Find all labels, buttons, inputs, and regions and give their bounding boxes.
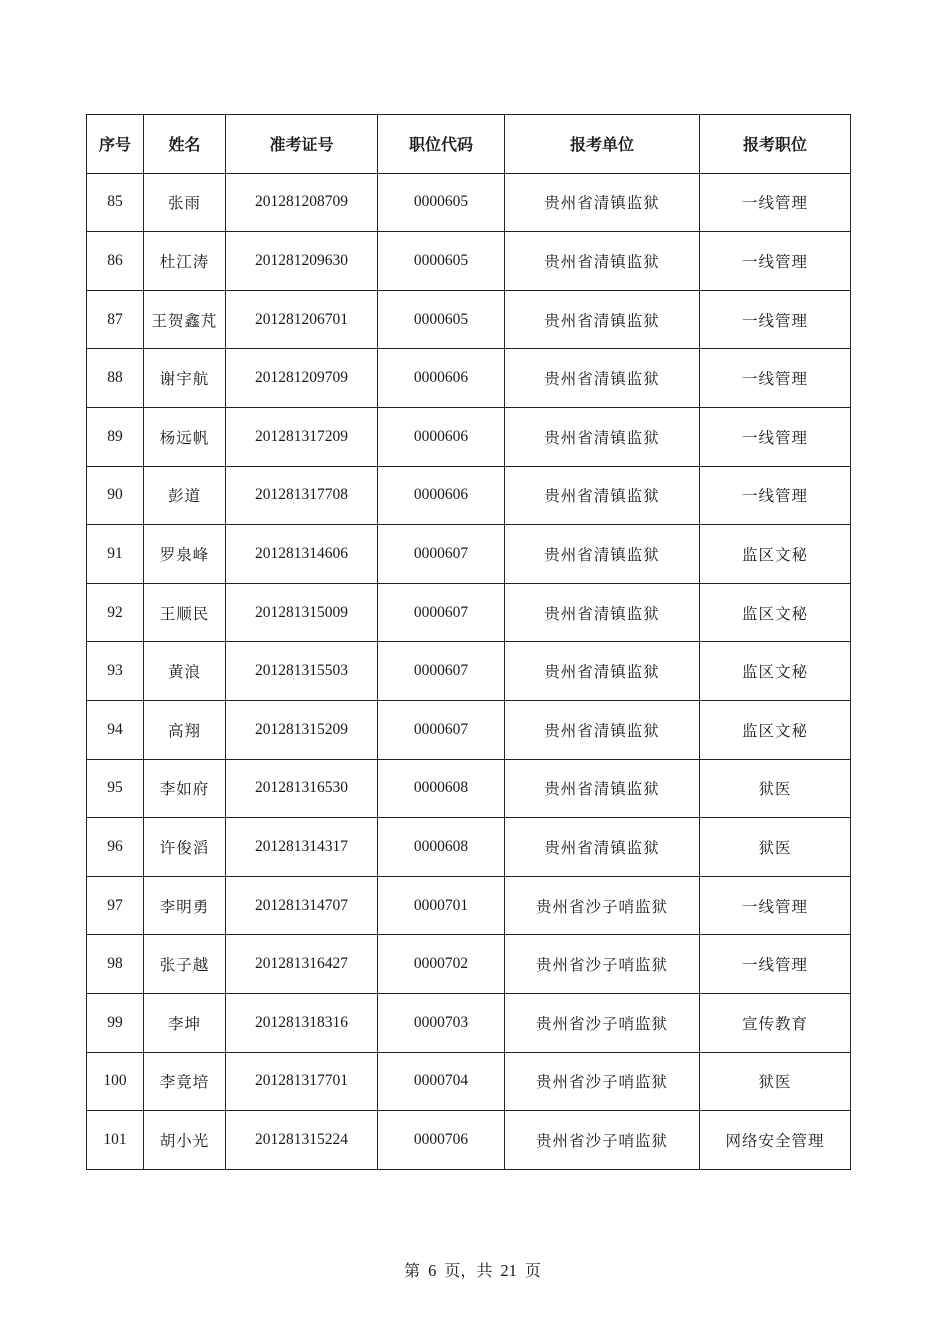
cell-position: 宣传教育 (700, 993, 851, 1052)
cell-position-code: 0000608 (378, 759, 505, 818)
footer-middle: 页，共 (444, 1261, 493, 1280)
cell-name: 谢宇航 (144, 349, 226, 408)
cell-ticket-number: 201281316427 (226, 935, 378, 994)
cell-position-code: 0000702 (378, 935, 505, 994)
cell-name: 李如府 (144, 759, 226, 818)
cell-position-code: 0000605 (378, 173, 505, 232)
cell-position: 一线管理 (700, 349, 851, 408)
table-row (87, 466, 851, 525)
cell-position-code: 0000606 (378, 407, 505, 466)
cell-position: 狱医 (700, 759, 851, 818)
roster-table (86, 114, 851, 1170)
page-footer (0, 1258, 945, 1281)
footer-page-number: 6 (428, 1261, 437, 1280)
cell-employer: 贵州省沙子哨监狱 (505, 993, 700, 1052)
cell-ticket-number: 201281317701 (226, 1052, 378, 1111)
cell-name: 胡小光 (144, 1111, 226, 1170)
table-body (87, 173, 851, 1169)
cell-seq: 101 (87, 1111, 144, 1170)
cell-employer: 贵州省沙子哨监狱 (505, 1111, 700, 1170)
header-position: 报考职位 (700, 115, 851, 174)
cell-employer: 贵州省沙子哨监狱 (505, 935, 700, 994)
cell-name: 杨远帆 (144, 407, 226, 466)
header-seq: 序号 (87, 115, 144, 174)
table-row (87, 642, 851, 701)
cell-name: 李竟培 (144, 1052, 226, 1111)
cell-seq: 93 (87, 642, 144, 701)
cell-ticket-number: 201281318316 (226, 993, 378, 1052)
cell-employer: 贵州省清镇监狱 (505, 759, 700, 818)
cell-position: 一线管理 (700, 173, 851, 232)
cell-employer: 贵州省清镇监狱 (505, 466, 700, 525)
cell-position-code: 0000607 (378, 583, 505, 642)
cell-position-code: 0000701 (378, 876, 505, 935)
cell-name: 张子越 (144, 935, 226, 994)
cell-seq: 95 (87, 759, 144, 818)
header-name: 姓名 (144, 115, 226, 174)
cell-position: 一线管理 (700, 232, 851, 291)
cell-name: 许俊滔 (144, 818, 226, 877)
cell-name: 张雨 (144, 173, 226, 232)
cell-seq: 90 (87, 466, 144, 525)
cell-name: 罗泉峰 (144, 525, 226, 584)
cell-position-code: 0000704 (378, 1052, 505, 1111)
cell-ticket-number: 201281206701 (226, 290, 378, 349)
cell-ticket-number: 201281315209 (226, 700, 378, 759)
cell-name: 王贺鑫芃 (144, 290, 226, 349)
cell-position: 网络安全管理 (700, 1111, 851, 1170)
cell-position-code: 0000607 (378, 642, 505, 701)
table-row (87, 1111, 851, 1170)
cell-position: 监区文秘 (700, 642, 851, 701)
cell-position-code: 0000606 (378, 466, 505, 525)
cell-seq: 98 (87, 935, 144, 994)
table-row (87, 583, 851, 642)
table-row (87, 700, 851, 759)
cell-employer: 贵州省清镇监狱 (505, 290, 700, 349)
cell-seq: 88 (87, 349, 144, 408)
cell-ticket-number: 201281209709 (226, 349, 378, 408)
table-header (87, 115, 851, 174)
table-row (87, 525, 851, 584)
cell-position: 一线管理 (700, 935, 851, 994)
table-row (87, 759, 851, 818)
cell-name: 李坤 (144, 993, 226, 1052)
footer-suffix: 页 (524, 1261, 541, 1280)
cell-position-code: 0000703 (378, 993, 505, 1052)
cell-ticket-number: 201281208709 (226, 173, 378, 232)
table-row (87, 232, 851, 291)
cell-ticket-number: 201281209630 (226, 232, 378, 291)
cell-position-code: 0000607 (378, 525, 505, 584)
cell-position-code: 0000606 (378, 349, 505, 408)
cell-position: 狱医 (700, 818, 851, 877)
table-row (87, 173, 851, 232)
cell-name: 李明勇 (144, 876, 226, 935)
cell-seq: 96 (87, 818, 144, 877)
cell-name: 彭道 (144, 466, 226, 525)
cell-name: 王顺民 (144, 583, 226, 642)
cell-employer: 贵州省清镇监狱 (505, 700, 700, 759)
cell-employer: 贵州省清镇监狱 (505, 818, 700, 877)
cell-employer: 贵州省清镇监狱 (505, 642, 700, 701)
cell-employer: 贵州省清镇监狱 (505, 583, 700, 642)
cell-name: 高翔 (144, 700, 226, 759)
cell-position-code: 0000605 (378, 232, 505, 291)
cell-position: 监区文秘 (700, 700, 851, 759)
cell-ticket-number: 201281315009 (226, 583, 378, 642)
cell-seq: 89 (87, 407, 144, 466)
cell-ticket-number: 201281314317 (226, 818, 378, 877)
table-row (87, 1052, 851, 1111)
cell-position-code: 0000607 (378, 700, 505, 759)
cell-position: 监区文秘 (700, 525, 851, 584)
cell-ticket-number: 201281317708 (226, 466, 378, 525)
cell-position: 一线管理 (700, 466, 851, 525)
table-row (87, 876, 851, 935)
cell-employer: 贵州省清镇监狱 (505, 349, 700, 408)
cell-seq: 92 (87, 583, 144, 642)
cell-employer: 贵州省沙子哨监狱 (505, 1052, 700, 1111)
cell-employer: 贵州省清镇监狱 (505, 232, 700, 291)
cell-employer: 贵州省清镇监狱 (505, 525, 700, 584)
header-ticket-number: 准考证号 (226, 115, 378, 174)
header-employer: 报考单位 (505, 115, 700, 174)
header-row (87, 115, 851, 174)
cell-position: 一线管理 (700, 290, 851, 349)
table-row (87, 935, 851, 994)
table-row (87, 290, 851, 349)
cell-seq: 100 (87, 1052, 144, 1111)
cell-employer: 贵州省清镇监狱 (505, 407, 700, 466)
footer-total-pages: 21 (500, 1261, 517, 1280)
cell-position: 狱医 (700, 1052, 851, 1111)
cell-position: 一线管理 (700, 407, 851, 466)
cell-ticket-number: 201281314606 (226, 525, 378, 584)
cell-position-code: 0000605 (378, 290, 505, 349)
cell-position-code: 0000706 (378, 1111, 505, 1170)
cell-position: 一线管理 (700, 876, 851, 935)
cell-ticket-number: 201281316530 (226, 759, 378, 818)
cell-seq: 87 (87, 290, 144, 349)
cell-seq: 85 (87, 173, 144, 232)
cell-ticket-number: 201281315224 (226, 1111, 378, 1170)
table-row (87, 407, 851, 466)
cell-seq: 94 (87, 700, 144, 759)
table-row (87, 349, 851, 408)
cell-seq: 99 (87, 993, 144, 1052)
table-row (87, 993, 851, 1052)
cell-seq: 97 (87, 876, 144, 935)
cell-employer: 贵州省沙子哨监狱 (505, 876, 700, 935)
cell-name: 黄浪 (144, 642, 226, 701)
header-position-code: 职位代码 (378, 115, 505, 174)
cell-name: 杜江涛 (144, 232, 226, 291)
cell-seq: 86 (87, 232, 144, 291)
cell-ticket-number: 201281317209 (226, 407, 378, 466)
footer-prefix: 第 (404, 1261, 421, 1280)
cell-employer: 贵州省清镇监狱 (505, 173, 700, 232)
cell-ticket-number: 201281314707 (226, 876, 378, 935)
cell-seq: 91 (87, 525, 144, 584)
cell-ticket-number: 201281315503 (226, 642, 378, 701)
cell-position-code: 0000608 (378, 818, 505, 877)
table-row (87, 818, 851, 877)
cell-position: 监区文秘 (700, 583, 851, 642)
